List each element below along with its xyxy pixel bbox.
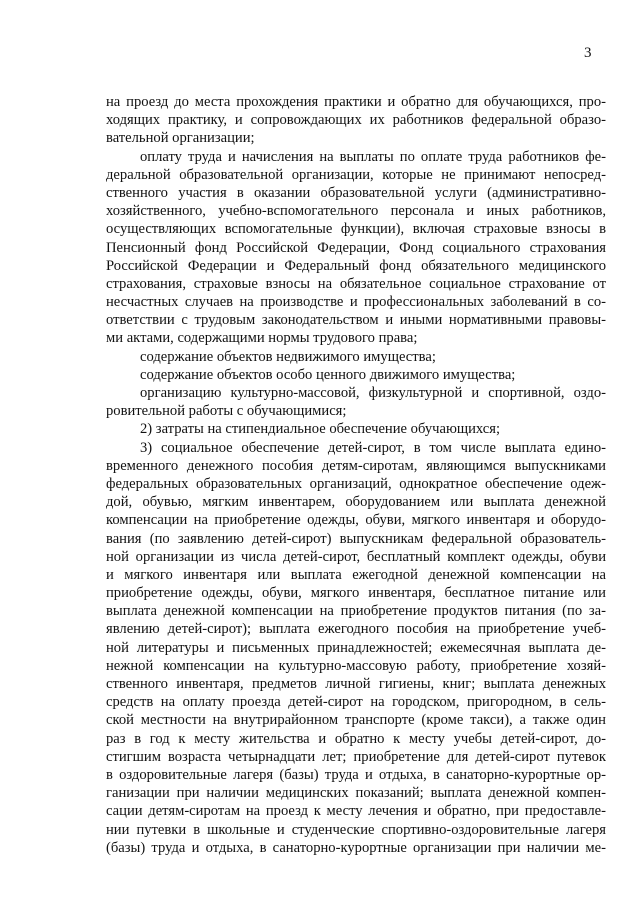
text-line: (базы) труда и отдыха, в санаторно-курортные организации при наличии ме- bbox=[106, 839, 606, 856]
page-number: 3 bbox=[584, 45, 592, 61]
text-line: ми актами, содержащими нормы трудового права; bbox=[106, 330, 418, 347]
text-line: дой, обувью, мягким инвентарем, оборудованием или выплата денежной bbox=[106, 494, 606, 511]
text-line: выплата денежной компенсации на приобретение продуктов питания (по за- bbox=[106, 603, 606, 620]
text-line: приобретение одежды, обуви, мягкого инвентаря, бесплатное питание или bbox=[106, 585, 606, 602]
text-line: несчастных случаев на производстве и профессиональных заболеваний в со- bbox=[106, 294, 606, 311]
text-line: ровительной работы с обучающимися; bbox=[106, 403, 347, 420]
text-line: ной организации из числа детей-сирот, бесплатный комплект одежды, обуви bbox=[106, 548, 606, 565]
text-line: нежной компенсации на культурно-массовую работу, приобретение хозяй- bbox=[106, 657, 606, 674]
text-line: осуществляющих вспомогательные функции), включая страховые взносы в bbox=[106, 221, 606, 238]
text-line: организацию культурно-массовой, физкультурной и спортивной, оздо- bbox=[140, 385, 606, 401]
document-body bbox=[106, 93, 606, 857]
text-line: ответствии с трудовым законодательством и иными нормативными правовы- bbox=[106, 312, 606, 329]
text-line: деральной образовательной организации, которые не принимают непосред- bbox=[106, 166, 606, 183]
text-line: 2) затраты на стипендиальное обеспечение обучающихся; bbox=[140, 421, 501, 438]
text-line: и мягкого инвентаря или выплата ежегодной денежной компенсации на bbox=[106, 566, 606, 583]
text-line: в оздоровительные лагеря (базы) труда и отдыха, в санаторно-курортные ор- bbox=[106, 766, 606, 783]
text-line: страхования, страховые взносы на обязательное социальное страхование от bbox=[106, 275, 606, 292]
text-line: сации детям-сиротам на проезд к месту лечения и обратно, при предоставле- bbox=[106, 803, 606, 820]
text-line: временного денежного пособия детям-сиротам, являющимся выпускниками bbox=[106, 457, 606, 474]
text-line: ной литературы и письменных принадлежностей; ежемесячная выплата де- bbox=[106, 639, 606, 656]
text-line: хозяйственного, учебно-вспомогательного персонала и иных работников, bbox=[106, 203, 606, 220]
text-line: вания (по заявлению детей-сирот) выпускникам федеральной образователь- bbox=[106, 530, 606, 547]
text-line: ходящих практику, и сопровождающих их работников федеральной образо- bbox=[106, 112, 606, 129]
text-line: стигшим возраста четырнадцати лет; приобретение для детей-сирот путевок bbox=[106, 748, 606, 765]
text-line: оплату труда и начисления на выплаты по оплате труда работников фе- bbox=[140, 148, 606, 165]
text-line: компенсации на приобретение одежды, обуви, мягкого инвентаря и оборудо- bbox=[106, 512, 606, 529]
text-line: раз в год к месту жительства и обратно к месту учебы детей-сирот, до- bbox=[106, 730, 606, 747]
text-line: на проезд до места прохождения практики и обратно для обучающихся, про- bbox=[106, 94, 606, 110]
text-line: содержание объектов недвижимого имущества; bbox=[140, 348, 436, 365]
text-line: ганизации при наличии медицинских показаний; выплата денежной компен- bbox=[106, 785, 606, 802]
text-line: федеральных образовательных организаций, однократное обеспечение одеж- bbox=[106, 475, 606, 492]
text-line: вательной организации; bbox=[106, 130, 255, 147]
text-line: Российской Федерации и Федеральный фонд обязательного медицинского bbox=[106, 257, 606, 274]
text-line: явлению детей-сирот); выплата ежегодного пособия на приобретение учеб- bbox=[106, 621, 606, 638]
text-line: 3) социальное обеспечение детей-сирот, в том числе выплата едино- bbox=[140, 439, 606, 456]
text-line: нии путевки в школьные и студенческие спортивно-оздоровительные лагеря bbox=[106, 821, 606, 838]
text-line: содержание объектов особо ценного движимого имущества; bbox=[140, 366, 516, 383]
text-line: ской местности на внутрирайонном транспорте (кроме такси), а также один bbox=[106, 712, 606, 729]
text-line: ственного участия в оказании образовательной услуги (административно- bbox=[106, 184, 606, 201]
text-line: Пенсионный фонд Российской Федерации, Фонд социального страхования bbox=[106, 239, 606, 256]
text-line: ственного инвентаря, предметов личной гигиены, книг; выплата денежных bbox=[106, 676, 606, 692]
text-line: средств на оплату проезда детей-сирот на городском, пригородном, в сель- bbox=[106, 694, 606, 711]
